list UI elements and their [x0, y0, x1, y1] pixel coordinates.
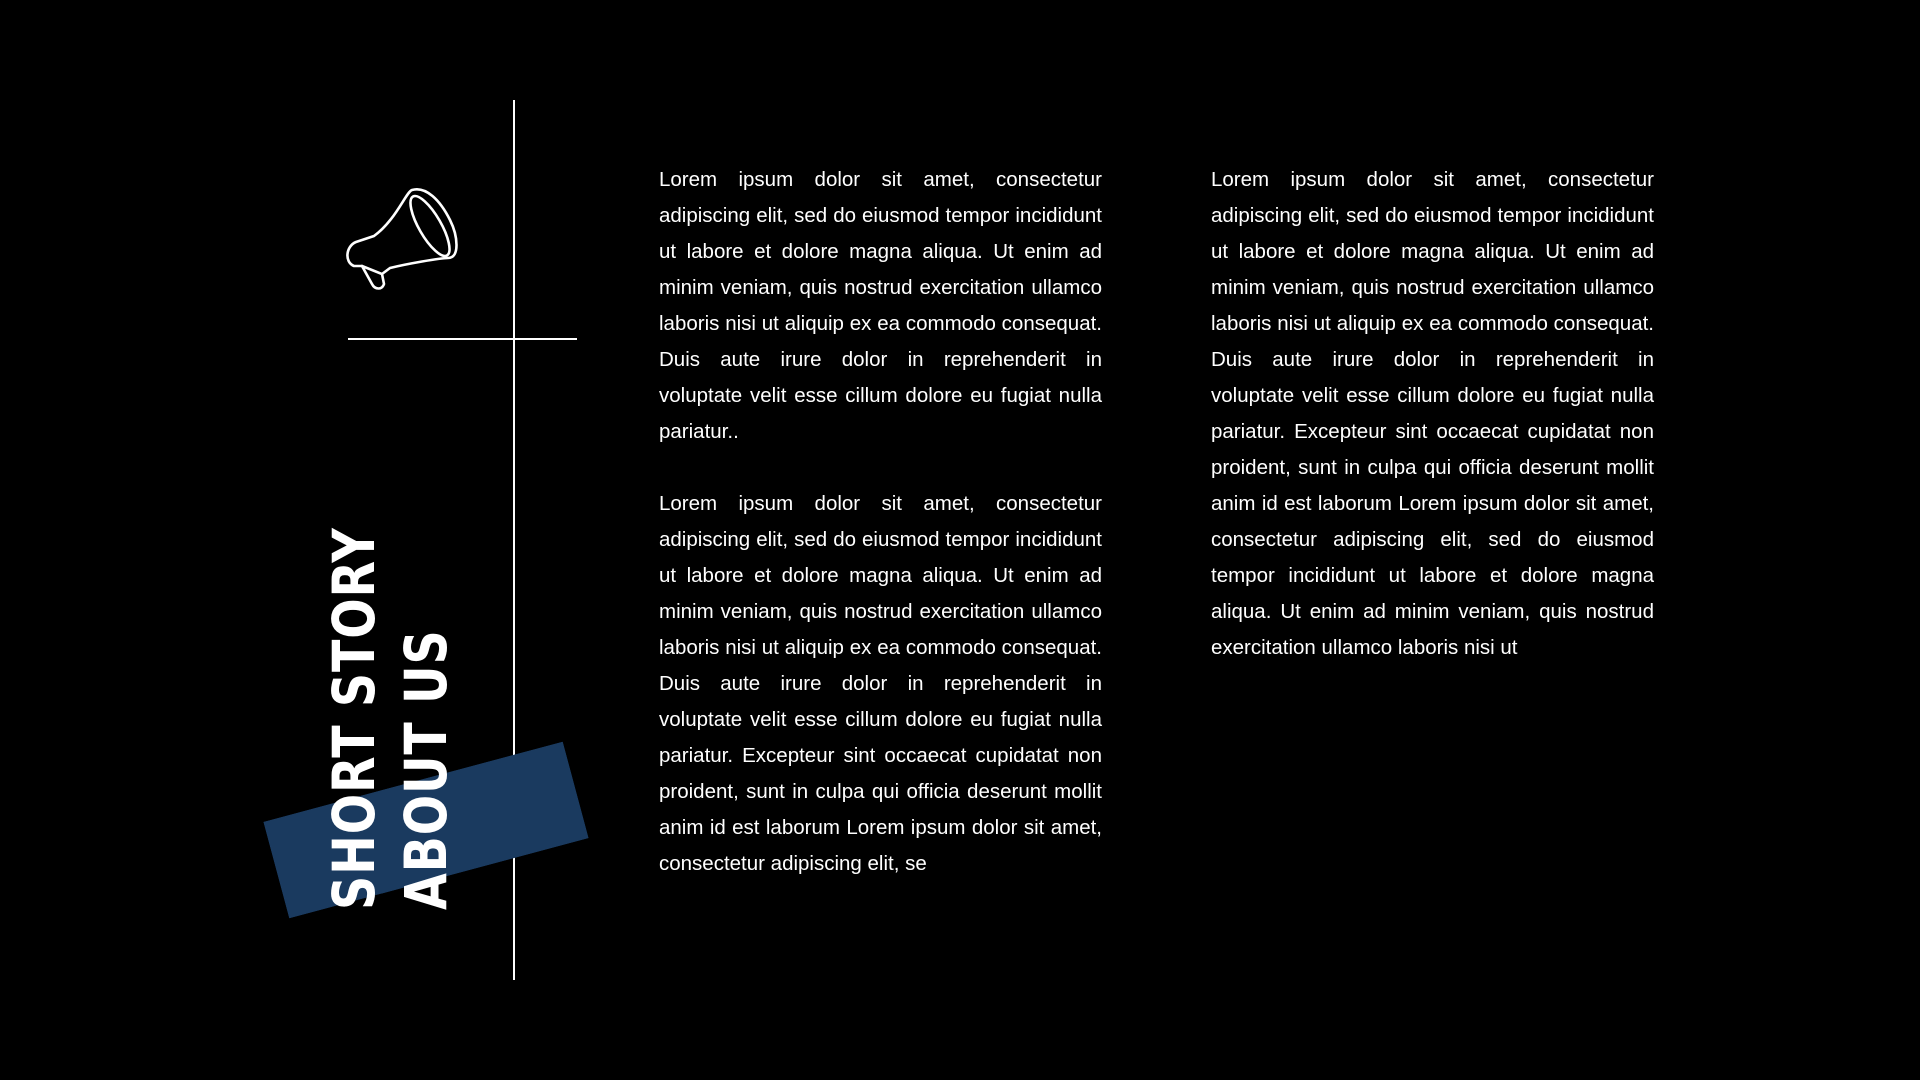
paragraph: Lorem ipsum dolor sit amet, consectetur adipiscing elit, sed do eiusmod tempor incididunt ut labore et dolore magna aliqua. Ut enim ad minim veniam, quis nostrud exercitation ullamco laboris nisi ut aliquip ex ea commodo consequat. Duis aute irure dolor in reprehenderit in voluptate velit esse cillum dolore eu fugiat nulla pariatur. Excepteur sint occaecat cupidatat non proident, sunt in culpa qui officia deserunt mollit anim id est laborum Lorem ipsum dolor sit amet, consectetur adipiscing elit, sed do eiusmod tempor incididunt ut labore et dolore magna aliqua. Ut enim ad minim veniam, quis nostrud exercitation ullamco laboris nisi ut — [1211, 168, 1654, 659]
title-line-1: SHORT STORY — [320, 527, 388, 910]
slide-title — [318, 443, 462, 910]
paragraph: Lorem ipsum dolor sit amet, consectetur adipiscing elit, sed do eiusmod tempor incididunt ut labore et dolore magna aliqua. Ut enim ad minim veniam, quis nostrud exercitation ullamco laboris nisi ut aliquip ex ea commodo consequat. Duis aute irure dolor in reprehenderit in voluptate velit esse cillum dolore eu fugiat nulla pariatur.. — [659, 168, 1102, 443]
title-block — [318, 527, 468, 910]
text-column-left — [659, 162, 1102, 918]
text-column-right — [1211, 162, 1654, 702]
paragraph: Lorem ipsum dolor sit amet, consectetur adipiscing elit, sed do eiusmod tempor incididunt ut labore et dolore magna aliqua. Ut enim ad minim veniam, quis nostrud exercitation ullamco laboris nisi ut aliquip ex ea commodo consequat. Duis aute irure dolor in reprehenderit in voluptate velit esse cillum dolore eu fugiat nulla pariatur. Excepteur sint occaecat cupidatat non proident, sunt in culpa qui officia deserunt mollit anim id est laborum Lorem ipsum dolor sit amet, consectetur adipiscing elit, se — [659, 492, 1102, 875]
horizontal-divider — [348, 338, 577, 340]
title-line-2: ABOUT US — [392, 629, 460, 910]
megaphone-icon — [340, 180, 470, 300]
